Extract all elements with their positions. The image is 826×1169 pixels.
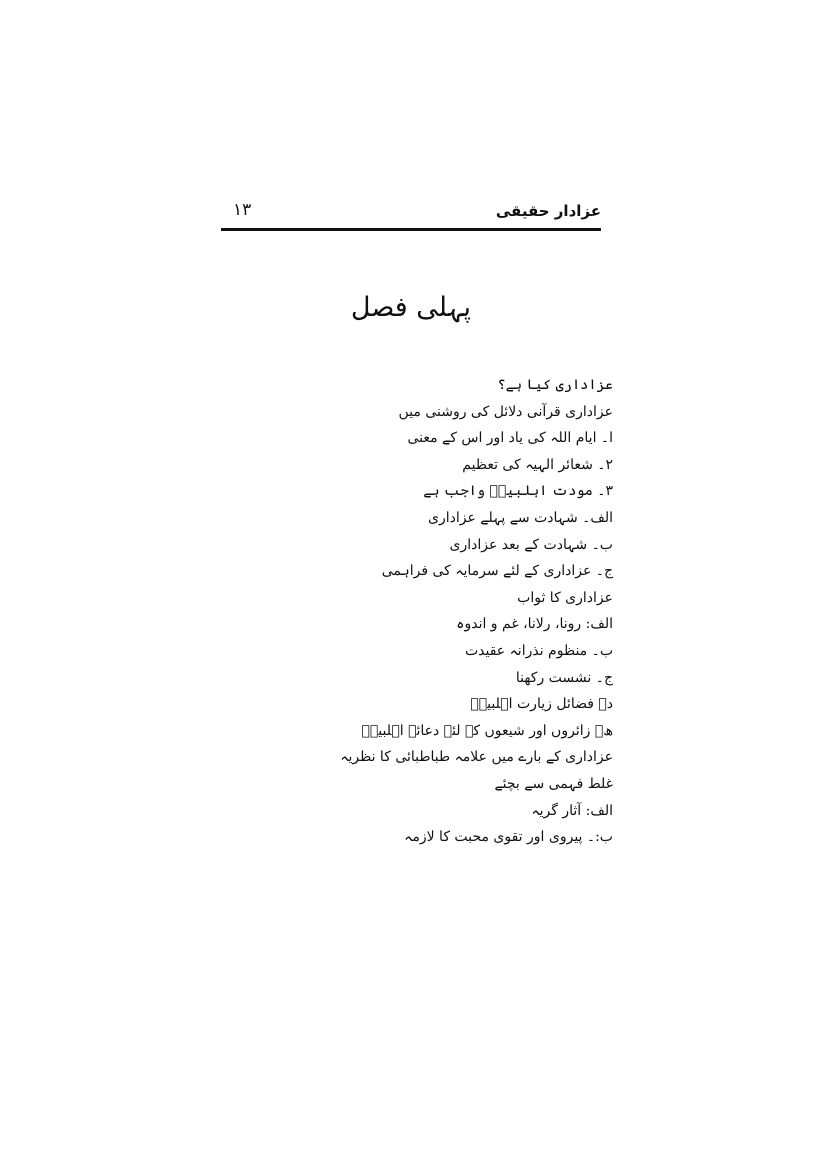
toc-item: ۳۔ مودت اہلبیتؑ واجب ہے bbox=[423, 483, 613, 500]
toc-item: عزاداری کے بارے میں علامہ طباطبائی کا نظریہ bbox=[340, 749, 613, 766]
toc-item: عزاداری کیا ہے؟ bbox=[497, 377, 613, 393]
toc-item: ب۔ شہادت کے بعد عزاداری bbox=[449, 536, 613, 553]
toc-item: ب۔ منظوم نذرانہ عقیدت bbox=[464, 642, 613, 659]
toc-item: ھ۔ زائروں اور شیعوں کے لئے دعائے اہلبیتؑ bbox=[361, 722, 613, 739]
page-number: ۱۳ bbox=[233, 200, 252, 220]
toc-item: د۔ فضائل زیارت اہلبیتؑ bbox=[470, 696, 613, 713]
header-divider bbox=[221, 228, 601, 231]
toc-item: ا۔ ایام اللہ کی یاد اور اس کے معنی bbox=[407, 430, 613, 447]
toc-item: ۲۔ شعائر الہیہ کی تعظیم bbox=[462, 456, 613, 473]
toc-item: الف: رونا، رلانا، غم و اندوہ bbox=[456, 616, 613, 633]
chapter-title: پہلی فصل bbox=[350, 292, 472, 323]
page-header bbox=[221, 196, 601, 230]
table-of-contents bbox=[193, 372, 613, 851]
toc-item: ج۔ عزاداری کے لئے سرمایہ کی فراہمی bbox=[381, 563, 613, 580]
toc-item: ج۔ نشست رکھنا bbox=[515, 669, 613, 686]
toc-item: الف۔ شہادت سے پہلے عزاداری bbox=[428, 509, 613, 526]
toc-item: غلط فہمی سے بچئے bbox=[494, 775, 613, 792]
toc-item: عزاداری کا ثواب bbox=[517, 589, 613, 606]
toc-item: عزاداری قرآنی دلائل کی روشنی میں bbox=[398, 403, 613, 420]
toc-item: الف: آثار گریہ bbox=[531, 802, 613, 819]
toc-item: ب:۔ پیروی اور تقوی محبت کا لازمہ bbox=[404, 829, 613, 846]
book-title: عزادار حقیقی bbox=[495, 202, 601, 220]
